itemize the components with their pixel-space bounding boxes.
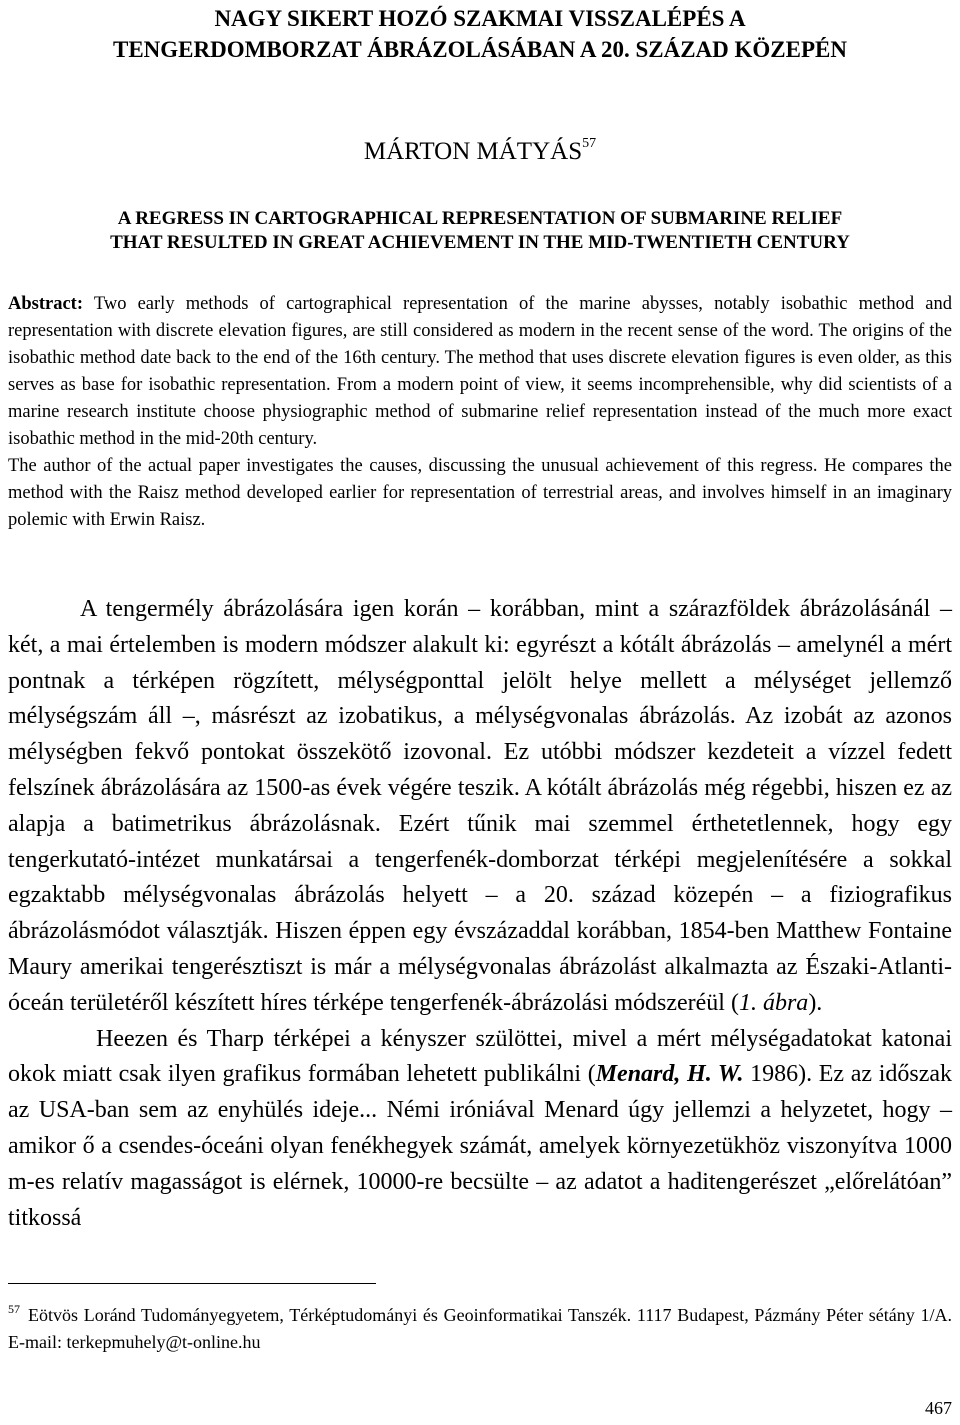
body-text [8, 592, 952, 1236]
figure-reference: 1. ábra [738, 989, 809, 1016]
english-title-line-1: A REGRESS IN CARTOGRAPHICAL REPRESENTATION OF SUBMARINE RELIEF [117, 208, 843, 229]
body-p1-text: A tengermély ábrázolására igen korán – korábban, mint a szárazföldek ábrázolásánál – két, a mai értelemben is modern módszer alakult ki: egyrészt a kótált ábrázolás – amelynél a mért pontnak a térképen rögzített, mélységponttal jelölt helye mellett a mélységet jellemző mélységszám áll –, másrészt az izobatikus, a mélységvonalas ábrázolás. Az izobát az azonos mélységben fekvő pontokat összekötő izovonal. Ez utóbbi módszer kezdeteit a vízzel fedett felszínek ábrázolására az 1500-as évek végére teszik. A kótált ábrázolás még régebbi, hiszen ez az alapja a batimetrikus ábrázolásnak. Ezért tűnik mai szemmel érthetetlennek, hogy egy tengerkutató-intézet munkatársai a tengerfenék-domborzat térképi megjelenítésére a sokkal egzaktabb mélységvonalas ábrázolás helyett – a 20. század közepén – a fiziografikus ábrázolásmódot választják. Hiszen éppen egy évszázaddal korábban, 1854-ben Matthew Fontaine Maury amerikai tengerésztiszt is már a mélységvonalas ábrázolást alkalmazta az Északi-Atlanti-óceán területéről készített híres térképe tengerfenék-ábrázolási módszeréül ( [8, 596, 952, 1016]
abstract-paragraph-2: The author of the actual paper investigates the causes, discussing the unusual achievement of this regress. He compares the method with the Raisz method developed earlier for representation of terrestrial areas, and involves himself in an imaginary polemic with Erwin Raisz. [8, 456, 952, 530]
abstract-text-1: Two early methods of cartographical representation of the marine abysses, notably isobathic method and representation with discrete elevation figures, are still considered as modern in the recent sense of the word. The origins of the isobathic method date back to the end of the 16th century. The method that uses discrete elevation figures is even older, as this serves as base for isobathic representation. From a modern point of view, it seems incomprehensible, why did scientists of a marine research institute choose physiographic method of submarine relief representation instead of the much more exact isobathic method in the mid-20th century. [8, 294, 952, 449]
citation-author: Menard, H. W. [595, 1061, 744, 1088]
footnote-marker: 57 [8, 1302, 20, 1316]
english-title [0, 207, 960, 255]
abstract [8, 291, 952, 534]
body-paragraph-2 [8, 1022, 952, 1237]
footnote-separator [8, 1283, 376, 1284]
title-line-1: NAGY SIKERT HOZÓ SZAKMAI VISSZALÉPÉS A [214, 6, 746, 31]
abstract-paragraph-1 [8, 291, 952, 453]
title-line-2: TENGERDOMBORZAT ÁBRÁZOLÁSÁBAN A 20. SZÁZAD KÖZEPÉN [112, 37, 847, 62]
footnote-text: Eötvös Loránd Tudományegyetem, Térképtudományi és Geoinformatikai Tanszék. 1117 Budapest, Pázmány Péter sétány 1/A. E-mail: terkepmuhely@t-online.hu [8, 1305, 952, 1352]
author-footnote-marker: 57 [582, 136, 597, 151]
abstract-label: Abstract: [8, 294, 84, 314]
author-line [0, 128, 960, 168]
footnote [8, 1296, 952, 1356]
author-name: MÁRTON MÁTYÁS [363, 138, 583, 165]
body-p2-rest: 1986). Ez az időszak az USA-ban sem az enyhülés ideje... Némi iróniával Menard úgy jellemzi a helyzetet, hogy – amikor ő a csendes-óceáni olyan fenékhegyek számát, amelyek környezetükhöz viszonyítva 1000 m-es relatív magasságot is elérnek, 10000-re becsülte – az adatot a haditengerészet „előrelátóan” titkossá [8, 1061, 952, 1231]
body-paragraph-1 [8, 592, 952, 1022]
body-p1-end: ). [808, 989, 823, 1016]
english-title-line-2: THAT RESULTED IN GREAT ACHIEVEMENT IN THE MID-TWENTIETH CENTURY [110, 232, 850, 253]
page-number: 467 [925, 1398, 952, 1418]
body-p2-text: Heezen és Tharp térképei a kényszer szülöttei, mivel a mért mélységadatokat katonai okok miatt csak ilyen grafikus formában lehetett publikálni ( [8, 1025, 952, 1088]
hungarian-title [0, 3, 960, 65]
